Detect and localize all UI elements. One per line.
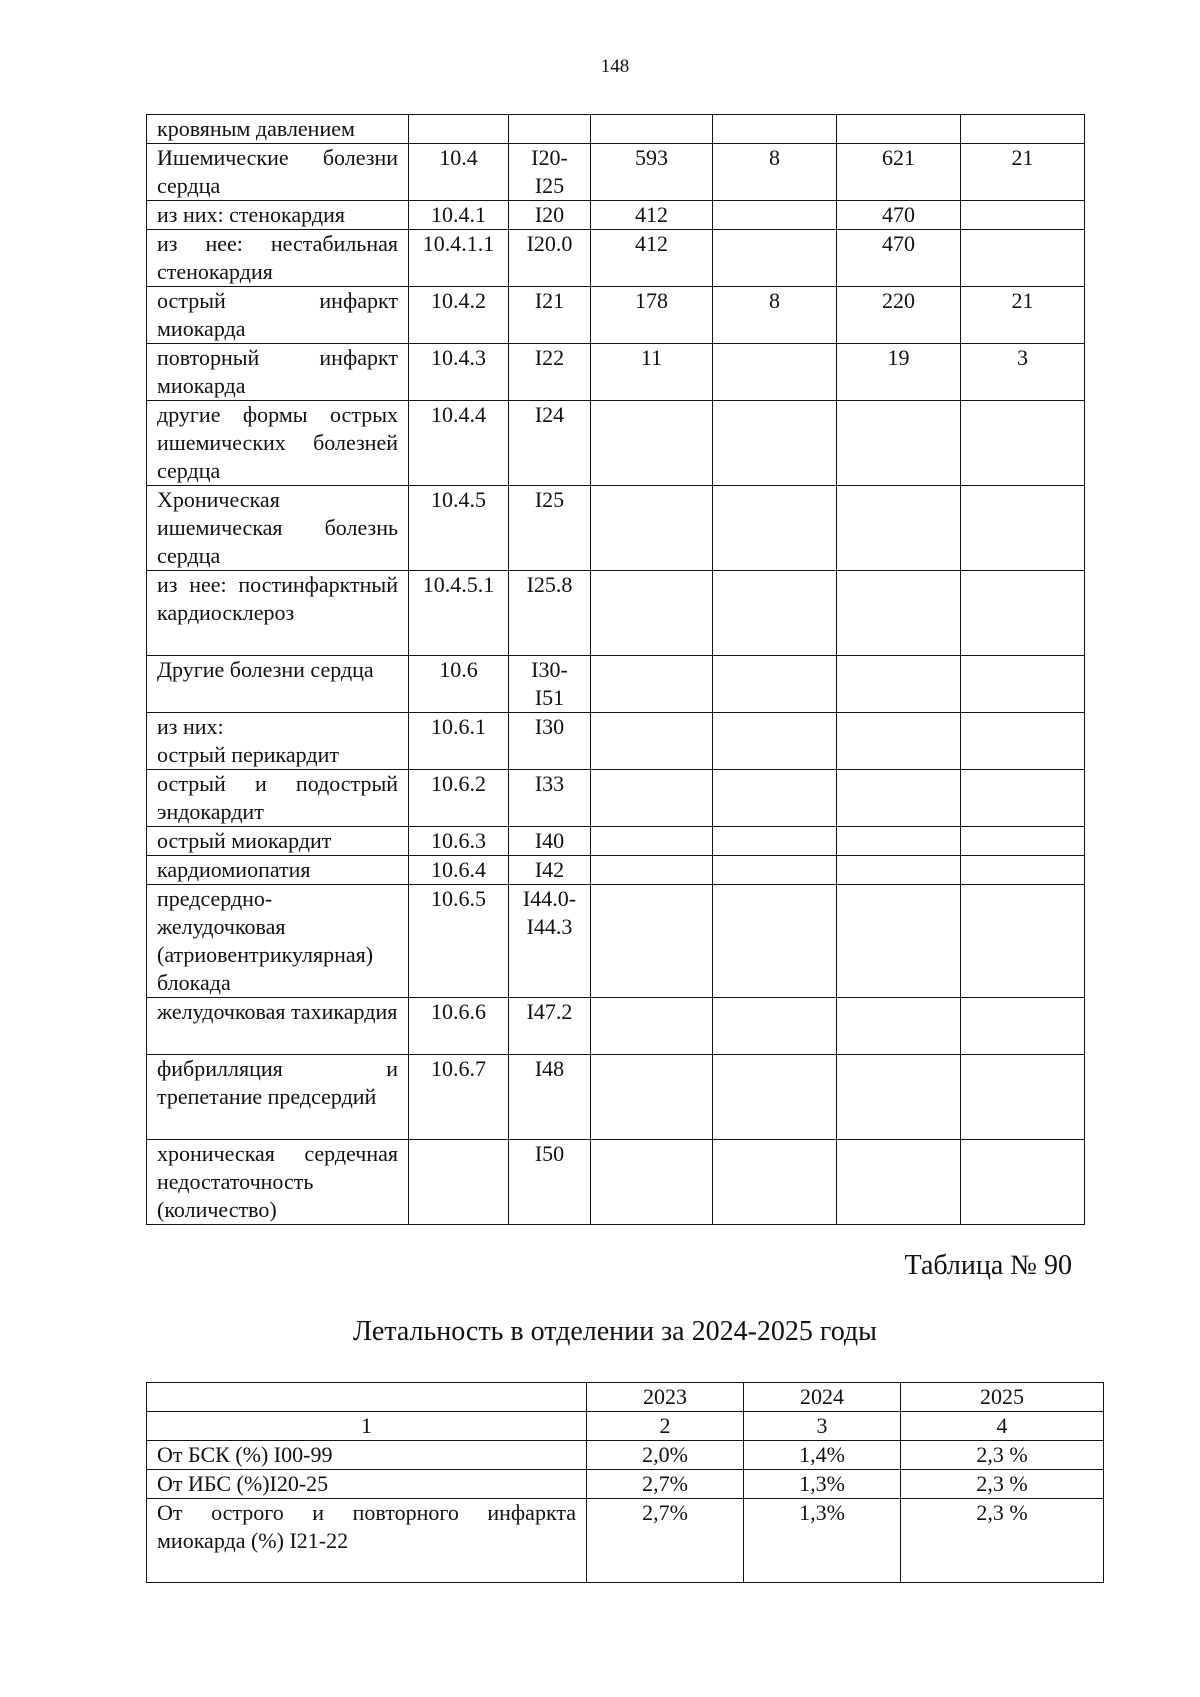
row-number-cell: 10.4.3 [409, 344, 509, 401]
table-row [147, 230, 1085, 287]
value-cell [713, 770, 837, 827]
value-cell: 593 [591, 144, 713, 201]
value-cell [713, 656, 837, 713]
value-cell [713, 827, 837, 856]
value-cell [961, 1140, 1085, 1225]
value-cell [591, 486, 713, 571]
value-cell [961, 571, 1085, 656]
value-cell: 412 [591, 201, 713, 230]
year-header-cell: 2023 [587, 1383, 744, 1412]
table-row [147, 144, 1085, 201]
value-cell [961, 115, 1085, 144]
column-number-cell: 2 [587, 1412, 744, 1441]
value-cell: 1,3% [744, 1499, 901, 1583]
value-cell: 2,7% [587, 1499, 744, 1583]
value-cell [713, 401, 837, 486]
year-header-cell: 2024 [744, 1383, 901, 1412]
table-title: Летальность в отделении за 2024-2025 годы [353, 1316, 877, 1347]
value-cell [591, 713, 713, 770]
value-cell [837, 1140, 961, 1225]
column-number-cell: 1 [147, 1412, 587, 1441]
value-cell [837, 885, 961, 998]
row-number-cell: 10.4.2 [409, 287, 509, 344]
table-row [147, 856, 1085, 885]
disease-name-cell: желудочковая тахикардия [147, 998, 409, 1055]
value-cell [591, 856, 713, 885]
icd-code-cell: I33 [509, 770, 591, 827]
value-cell: 178 [591, 287, 713, 344]
table-row [147, 1140, 1085, 1225]
row-number-cell: 10.4.5.1 [409, 571, 509, 656]
value-cell [713, 713, 837, 770]
row-number-cell: 10.6.5 [409, 885, 509, 998]
value-cell [837, 1055, 961, 1140]
row-number-cell: 10.6.1 [409, 713, 509, 770]
row-number-cell: 10.6 [409, 656, 509, 713]
row-number-cell: 10.6.2 [409, 770, 509, 827]
disease-name-cell: предсердно- желудочковая (атриовентрикулярная) блокада [147, 885, 409, 998]
disease-name-cell: другие формы острых ишемических болезней сердца [147, 401, 409, 486]
column-number-cell: 3 [744, 1412, 901, 1441]
icd-code-cell: I42 [509, 856, 591, 885]
value-cell [713, 856, 837, 885]
value-cell [591, 770, 713, 827]
mortality-table [146, 1382, 1104, 1583]
value-cell [837, 770, 961, 827]
indicator-cell: От острого и повторного инфаркта миокарда (%) I21-22 [147, 1499, 587, 1583]
row-number-cell: 10.6.3 [409, 827, 509, 856]
value-cell: 2,0% [587, 1441, 744, 1470]
value-cell [837, 571, 961, 656]
disease-name-cell: острый миокардит [147, 827, 409, 856]
value-cell [591, 885, 713, 998]
value-cell [591, 998, 713, 1055]
icd-code-cell: I20- I25 [509, 144, 591, 201]
table-row [147, 713, 1085, 770]
value-cell: 621 [837, 144, 961, 201]
value-cell [961, 998, 1085, 1055]
disease-name-cell: Другие болезни сердца [147, 656, 409, 713]
value-cell [961, 770, 1085, 827]
icd-code-cell: I20.0 [509, 230, 591, 287]
value-cell: 8 [713, 144, 837, 201]
icd-code-cell: I20 [509, 201, 591, 230]
table-row [147, 486, 1085, 571]
value-cell [837, 401, 961, 486]
icd-code-cell: I25.8 [509, 571, 591, 656]
row-number-cell: 10.4.1 [409, 201, 509, 230]
value-cell [837, 486, 961, 571]
disease-name-cell: острый и подострый эндокардит [147, 770, 409, 827]
value-cell [961, 827, 1085, 856]
value-cell [591, 827, 713, 856]
value-cell [713, 1055, 837, 1140]
table-row [147, 885, 1085, 998]
table-row [147, 1441, 1104, 1470]
value-cell: 1,4% [744, 1441, 901, 1470]
value-cell: 2,3 % [901, 1499, 1104, 1583]
value-cell [713, 230, 837, 287]
value-cell [591, 1055, 713, 1140]
value-cell [837, 827, 961, 856]
value-cell [713, 486, 837, 571]
table-row [147, 115, 1085, 144]
header-cell [147, 1383, 587, 1412]
disease-name-cell: Хроническая ишемическая болезнь сердца [147, 486, 409, 571]
value-cell [713, 115, 837, 144]
disease-name-cell: из нее: нестабильная стенокардия [147, 230, 409, 287]
value-cell [837, 115, 961, 144]
table-header-row [147, 1412, 1104, 1441]
value-cell [837, 998, 961, 1055]
disease-name-cell: Ишемические болезни сердца [147, 144, 409, 201]
row-number-cell: 10.6.7 [409, 1055, 509, 1140]
icd-code-cell: I48 [509, 1055, 591, 1140]
value-cell: 412 [591, 230, 713, 287]
table-row [147, 201, 1085, 230]
icd-code-cell [509, 115, 591, 144]
table-row [147, 344, 1085, 401]
icd-code-cell: I50 [509, 1140, 591, 1225]
table-row [147, 1055, 1085, 1140]
disease-name-cell: хроническая сердечная недостаточность (количество) [147, 1140, 409, 1225]
disease-name-cell: фибрилляция и трепетание предсердий [147, 1055, 409, 1140]
value-cell [961, 201, 1085, 230]
value-cell: 19 [837, 344, 961, 401]
row-number-cell: 10.4.4 [409, 401, 509, 486]
row-number-cell: 10.4 [409, 144, 509, 201]
table-row [147, 998, 1085, 1055]
value-cell: 1,3% [744, 1470, 901, 1499]
disease-name-cell: повторный инфаркт миокарда [147, 344, 409, 401]
row-number-cell: 10.6.4 [409, 856, 509, 885]
value-cell [961, 713, 1085, 770]
year-header-cell: 2025 [901, 1383, 1104, 1412]
value-cell: 3 [961, 344, 1085, 401]
indicator-cell: От БСК (%) I00-99 [147, 1441, 587, 1470]
disease-name-cell: из нее: постинфарктный кардиосклероз [147, 571, 409, 656]
value-cell [713, 885, 837, 998]
icd-code-cell: I30- I51 [509, 656, 591, 713]
row-number-cell: 10.4.5 [409, 486, 509, 571]
table-row [147, 1470, 1104, 1499]
table-header-row [147, 1383, 1104, 1412]
value-cell [591, 401, 713, 486]
value-cell [713, 1140, 837, 1225]
value-cell [713, 571, 837, 656]
row-number-cell [409, 115, 509, 144]
cardiac-diseases-table [146, 114, 1085, 1225]
value-cell [837, 856, 961, 885]
icd-code-cell: I44.0- I44.3 [509, 885, 591, 998]
icd-code-cell: I47.2 [509, 998, 591, 1055]
value-cell [837, 713, 961, 770]
value-cell [961, 486, 1085, 571]
value-cell [713, 998, 837, 1055]
table-row [147, 1499, 1104, 1583]
icd-code-cell: I25 [509, 486, 591, 571]
value-cell: 2,3 % [901, 1470, 1104, 1499]
value-cell [713, 344, 837, 401]
value-cell [837, 656, 961, 713]
value-cell [591, 571, 713, 656]
icd-code-cell: I22 [509, 344, 591, 401]
icd-code-cell: I21 [509, 287, 591, 344]
value-cell [591, 115, 713, 144]
disease-name-cell: острый инфаркт миокарда [147, 287, 409, 344]
icd-code-cell: I40 [509, 827, 591, 856]
page-number: 148 [600, 56, 630, 77]
table-row [147, 571, 1085, 656]
value-cell [961, 1055, 1085, 1140]
value-cell [961, 656, 1085, 713]
value-cell [961, 230, 1085, 287]
table-row [147, 656, 1085, 713]
icd-code-cell: I30 [509, 713, 591, 770]
value-cell: 470 [837, 230, 961, 287]
disease-name-cell: кардиомиопатия [147, 856, 409, 885]
value-cell: 8 [713, 287, 837, 344]
value-cell: 2,3 % [901, 1441, 1104, 1470]
value-cell [961, 885, 1085, 998]
value-cell: 11 [591, 344, 713, 401]
value-cell [591, 656, 713, 713]
table-row [147, 827, 1085, 856]
value-cell: 2,7% [587, 1470, 744, 1499]
value-cell [961, 401, 1085, 486]
disease-name-cell: из них: острый перикардит [147, 713, 409, 770]
value-cell [591, 1140, 713, 1225]
indicator-cell: От ИБС (%)I20-25 [147, 1470, 587, 1499]
column-number-cell: 4 [901, 1412, 1104, 1441]
row-number-cell: 10.6.6 [409, 998, 509, 1055]
row-number-cell: 10.4.1.1 [409, 230, 509, 287]
table-row [147, 287, 1085, 344]
row-number-cell [409, 1140, 509, 1225]
table-row [147, 401, 1085, 486]
disease-name-cell: из них: стенокардия [147, 201, 409, 230]
disease-name-cell: кровяным давлением [147, 115, 409, 144]
value-cell [961, 856, 1085, 885]
value-cell: 220 [837, 287, 961, 344]
icd-code-cell: I24 [509, 401, 591, 486]
table-row [147, 770, 1085, 827]
table-caption: Таблица № 90 [904, 1250, 1072, 1281]
value-cell: 470 [837, 201, 961, 230]
value-cell: 21 [961, 287, 1085, 344]
value-cell [713, 201, 837, 230]
value-cell: 21 [961, 144, 1085, 201]
